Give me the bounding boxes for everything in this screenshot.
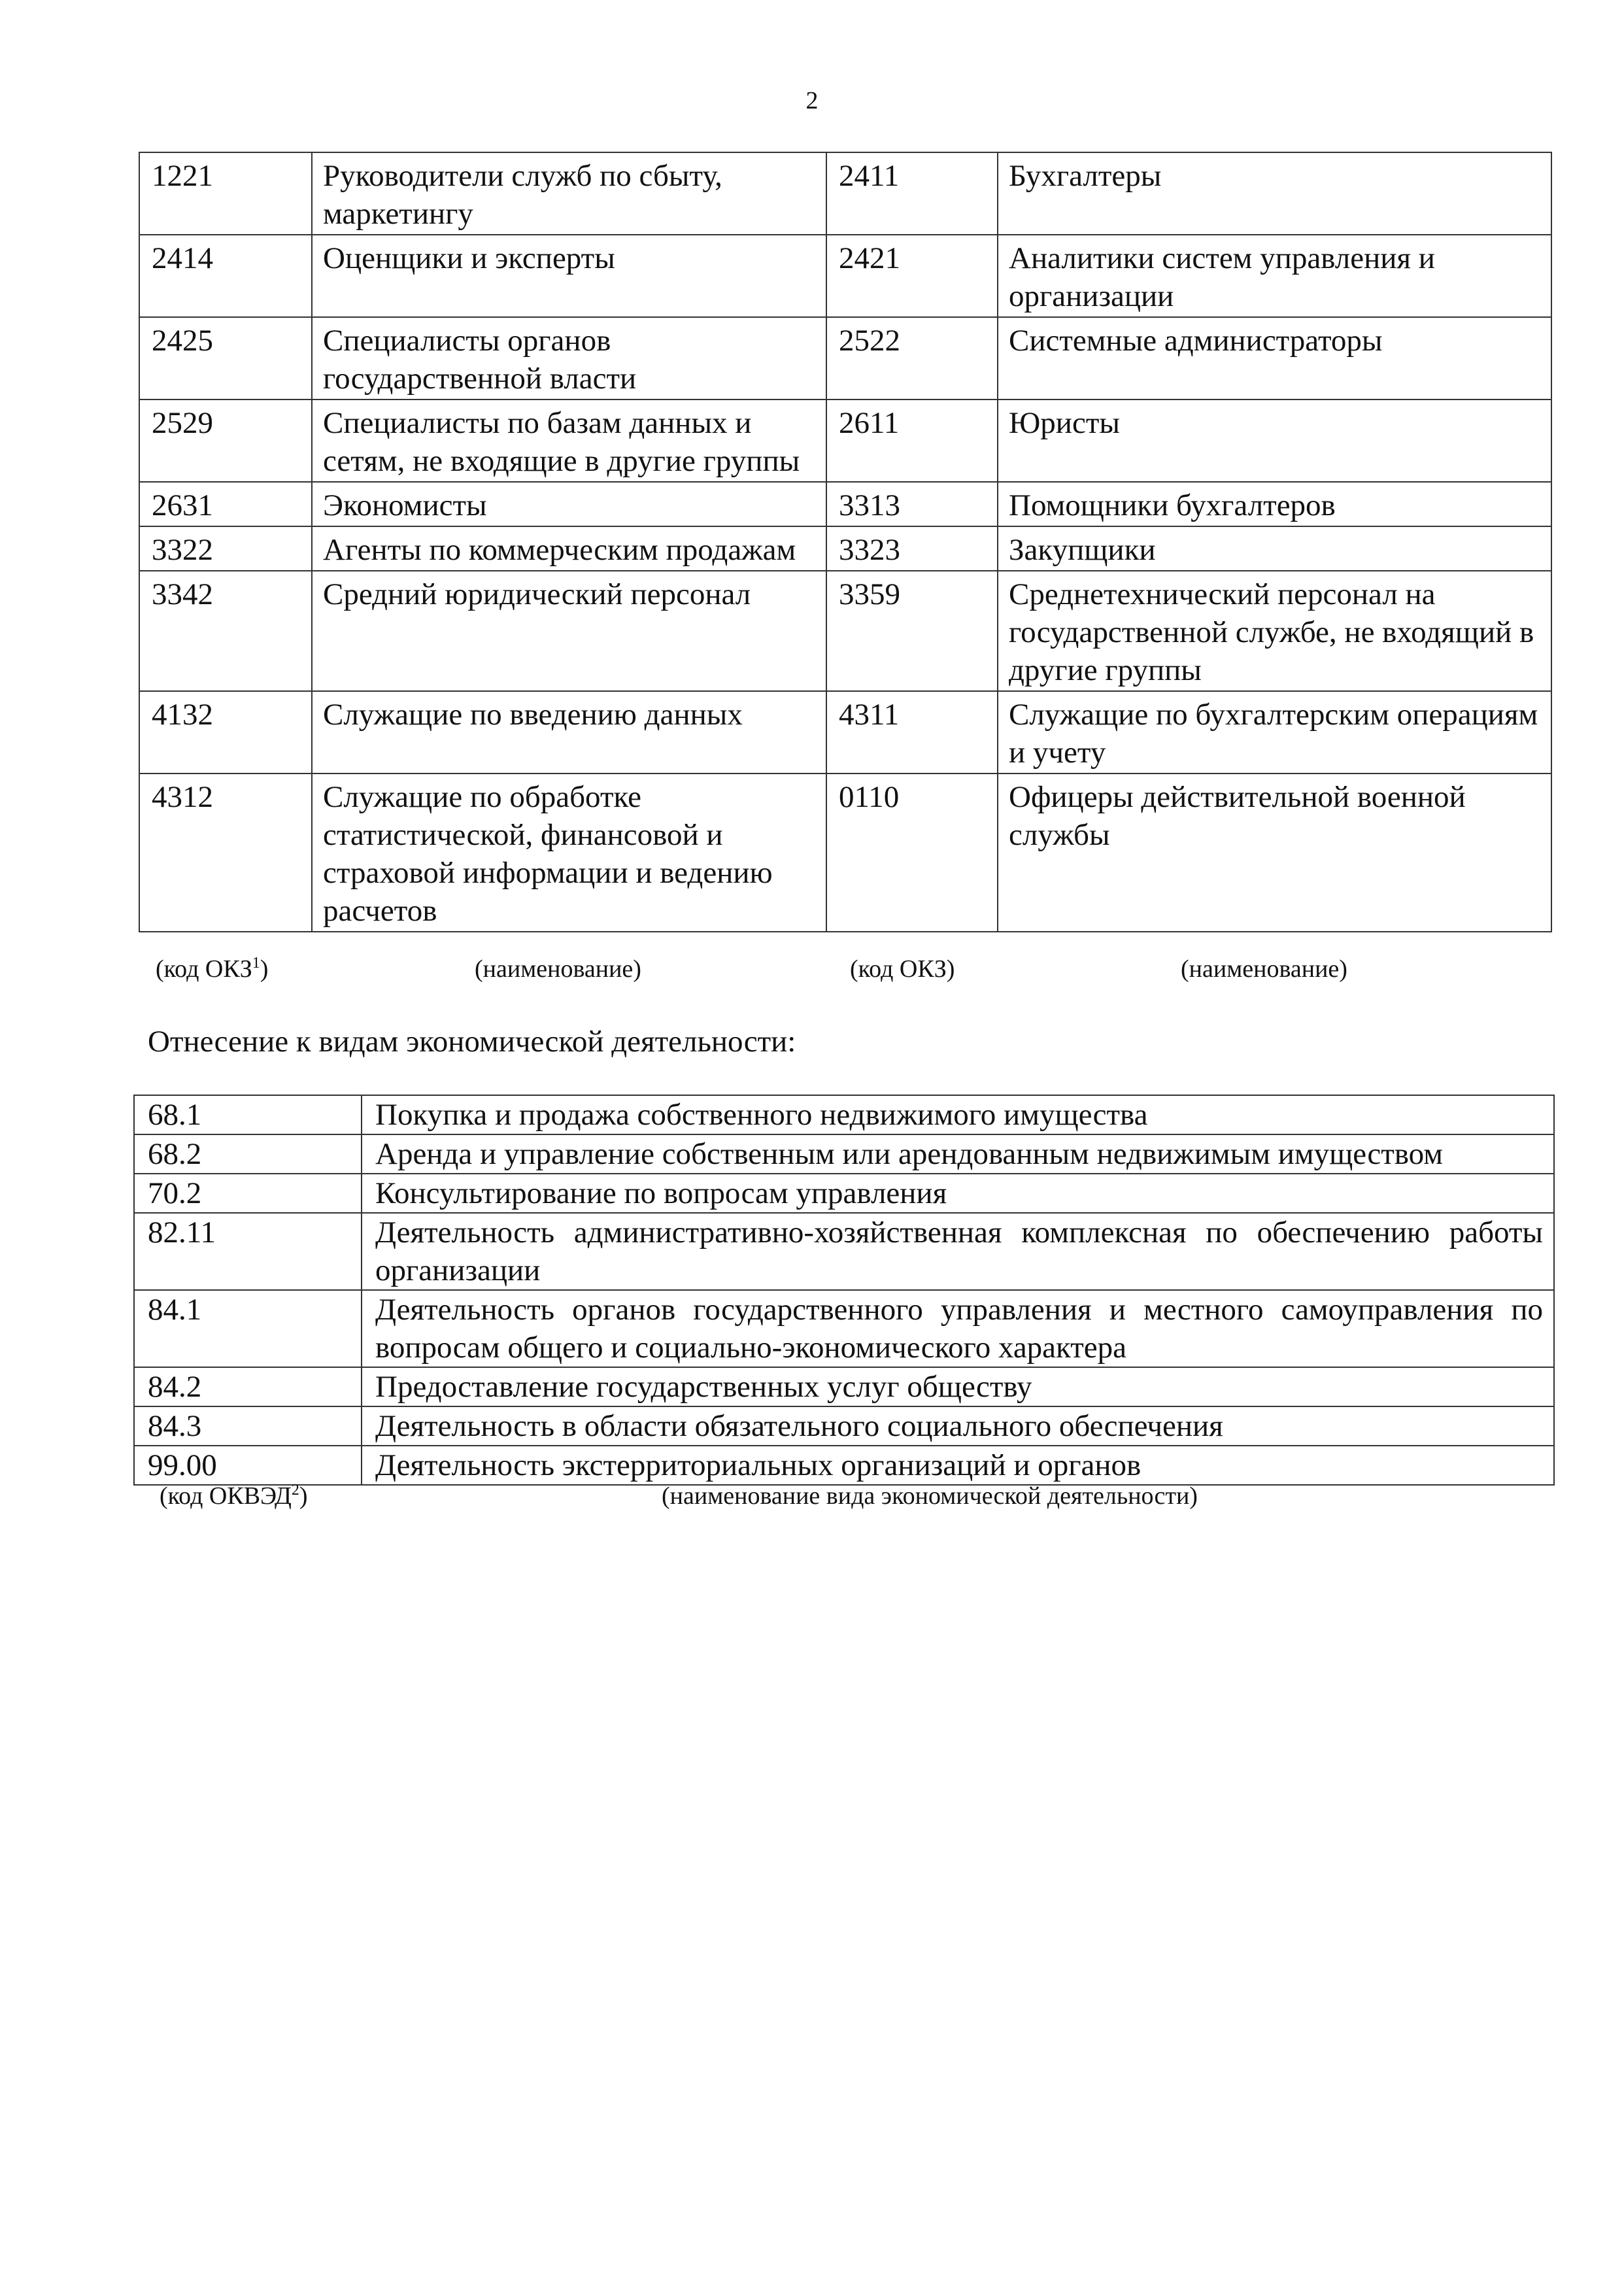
okz-code-cell: 3313 xyxy=(826,482,998,526)
okz-table-row xyxy=(139,691,1551,774)
okved-name-cell: Предоставление государственных услуг обществу xyxy=(362,1367,1554,1406)
okved-code-cell: 84.2 xyxy=(134,1367,362,1406)
okz-name-cell: Офицеры действительной военной службы xyxy=(998,774,1551,932)
okz-code-caption xyxy=(156,955,268,983)
okved-name-cell: Покупка и продажа собственного недвижимого имущества xyxy=(362,1095,1554,1134)
okz-table-row xyxy=(139,526,1551,571)
okved-table-row xyxy=(134,1446,1554,1485)
okz-code-cell: 3359 xyxy=(826,571,998,691)
okz-code-cell: 4312 xyxy=(139,774,312,932)
okved-table-row xyxy=(134,1406,1554,1446)
okved-name-cell: Аренда и управление собственным или арендованным недвижимым имуществом xyxy=(362,1134,1554,1174)
okz-name-cell: Оценщики и эксперты xyxy=(312,235,826,317)
okz-code-cell: 2414 xyxy=(139,235,312,317)
okz-name-cell: Аналитики систем управления и организации xyxy=(998,235,1551,317)
okz-code-cell: 3342 xyxy=(139,571,312,691)
okved-section-heading: Отнесение к видам экономической деятельности: xyxy=(148,1025,796,1059)
okz-name-cell: Средний юридический персонал xyxy=(312,571,826,691)
okved-code-cell: 70.2 xyxy=(134,1174,362,1213)
okved-code-cell: 82.11 xyxy=(134,1213,362,1290)
okz-table-body xyxy=(139,152,1551,932)
okz-code-cell: 2421 xyxy=(826,235,998,317)
okved-table-row xyxy=(134,1290,1554,1367)
okz-code-cell: 2411 xyxy=(826,152,998,235)
okz-code-cell: 3322 xyxy=(139,526,312,571)
okved-code-cell: 84.1 xyxy=(134,1290,362,1367)
okz-name-cell: Руководители служб по сбыту, маркетингу xyxy=(312,152,826,235)
okz-name-cell: Бухгалтеры xyxy=(998,152,1551,235)
okved-name-caption: (наименование вида экономической деятельности) xyxy=(662,1482,1198,1510)
okved-table-row xyxy=(134,1134,1554,1174)
okved-name-cell: Консультирование по вопросам управления xyxy=(362,1174,1554,1213)
okz-table-row xyxy=(139,774,1551,932)
okved-name-cell: Деятельность в области обязательного социального обеспечения xyxy=(362,1406,1554,1446)
okz-name-cell: Экономисты xyxy=(312,482,826,526)
okved-table-captions xyxy=(0,1482,1624,1514)
okz-name-cell: Системные администраторы xyxy=(998,317,1551,400)
footnote-1-marker: 1 xyxy=(252,955,260,972)
okved-name-cell: Деятельность органов государственного управления и местного самоуправления по вопросам общего и социально-экономического характера xyxy=(362,1290,1554,1367)
okved-name-cell: Деятельность административно-хозяйственная комплексная по обеспечению работы организации xyxy=(362,1213,1554,1290)
okved-table-body xyxy=(134,1095,1554,1485)
okz-name-cell: Специалисты органов государственной власти xyxy=(312,317,826,400)
okz-code-cell: 2529 xyxy=(139,400,312,482)
okz-code-cell: 3323 xyxy=(826,526,998,571)
okz-table-row xyxy=(139,152,1551,235)
okz-table-row xyxy=(139,235,1551,317)
okved-activities-table xyxy=(133,1095,1555,1486)
okz-name-cell: Специалисты по базам данных и сетям, не входящие в другие группы xyxy=(312,400,826,482)
okz-code-caption-close: ) xyxy=(260,955,269,983)
okz-name-cell: Служащие по бухгалтерским операциям и учету xyxy=(998,691,1551,774)
okz-table-row xyxy=(139,400,1551,482)
okz-code-cell: 1221 xyxy=(139,152,312,235)
okz-name-cell: Юристы xyxy=(998,400,1551,482)
okz-code-caption-text: (код ОКЗ xyxy=(156,955,252,983)
okz-name-caption: (наименование) xyxy=(475,955,641,983)
okved-code-caption-close: ) xyxy=(299,1482,308,1510)
okz-code-cell: 0110 xyxy=(826,774,998,932)
okved-table-row xyxy=(134,1095,1554,1134)
okved-code-caption-text: (код ОКВЭД xyxy=(160,1482,292,1510)
okz-code-cell: 4311 xyxy=(826,691,998,774)
okz-name-cell: Закупщики xyxy=(998,526,1551,571)
okved-code-cell: 68.1 xyxy=(134,1095,362,1134)
page-number: 2 xyxy=(805,87,819,114)
okz-code-cell: 2611 xyxy=(826,400,998,482)
okz-code-cell: 2425 xyxy=(139,317,312,400)
okz-occupations-table xyxy=(139,152,1552,932)
footnote-2-marker: 2 xyxy=(291,1482,299,1499)
okved-table-row xyxy=(134,1213,1554,1290)
okz-code-caption-2: (код ОКЗ) xyxy=(850,955,955,983)
okz-name-cell: Служащие по обработке статистической, финансовой и страховой информации и ведению расчетов xyxy=(312,774,826,932)
okz-name-cell: Среднетехнический персонал на государственной службе, не входящий в другие группы xyxy=(998,571,1551,691)
okz-table-row xyxy=(139,571,1551,691)
okved-name-cell: Деятельность экстерриториальных организаций и органов xyxy=(362,1446,1554,1485)
okz-code-cell: 2631 xyxy=(139,482,312,526)
okz-table-captions xyxy=(0,955,1624,987)
okz-table-row xyxy=(139,482,1551,526)
okz-code-cell: 4132 xyxy=(139,691,312,774)
okz-name-caption-2: (наименование) xyxy=(1181,955,1347,983)
okz-name-cell: Агенты по коммерческим продажам xyxy=(312,526,826,571)
okz-name-cell: Помощники бухгалтеров xyxy=(998,482,1551,526)
okved-code-cell: 84.3 xyxy=(134,1406,362,1446)
okved-code-cell: 68.2 xyxy=(134,1134,362,1174)
okved-code-caption xyxy=(160,1482,308,1510)
okved-table-row xyxy=(134,1367,1554,1406)
okz-code-cell: 2522 xyxy=(826,317,998,400)
okz-table-row xyxy=(139,317,1551,400)
okved-code-cell: 99.00 xyxy=(134,1446,362,1485)
okz-name-cell: Служащие по введению данных xyxy=(312,691,826,774)
okved-table-row xyxy=(134,1174,1554,1213)
